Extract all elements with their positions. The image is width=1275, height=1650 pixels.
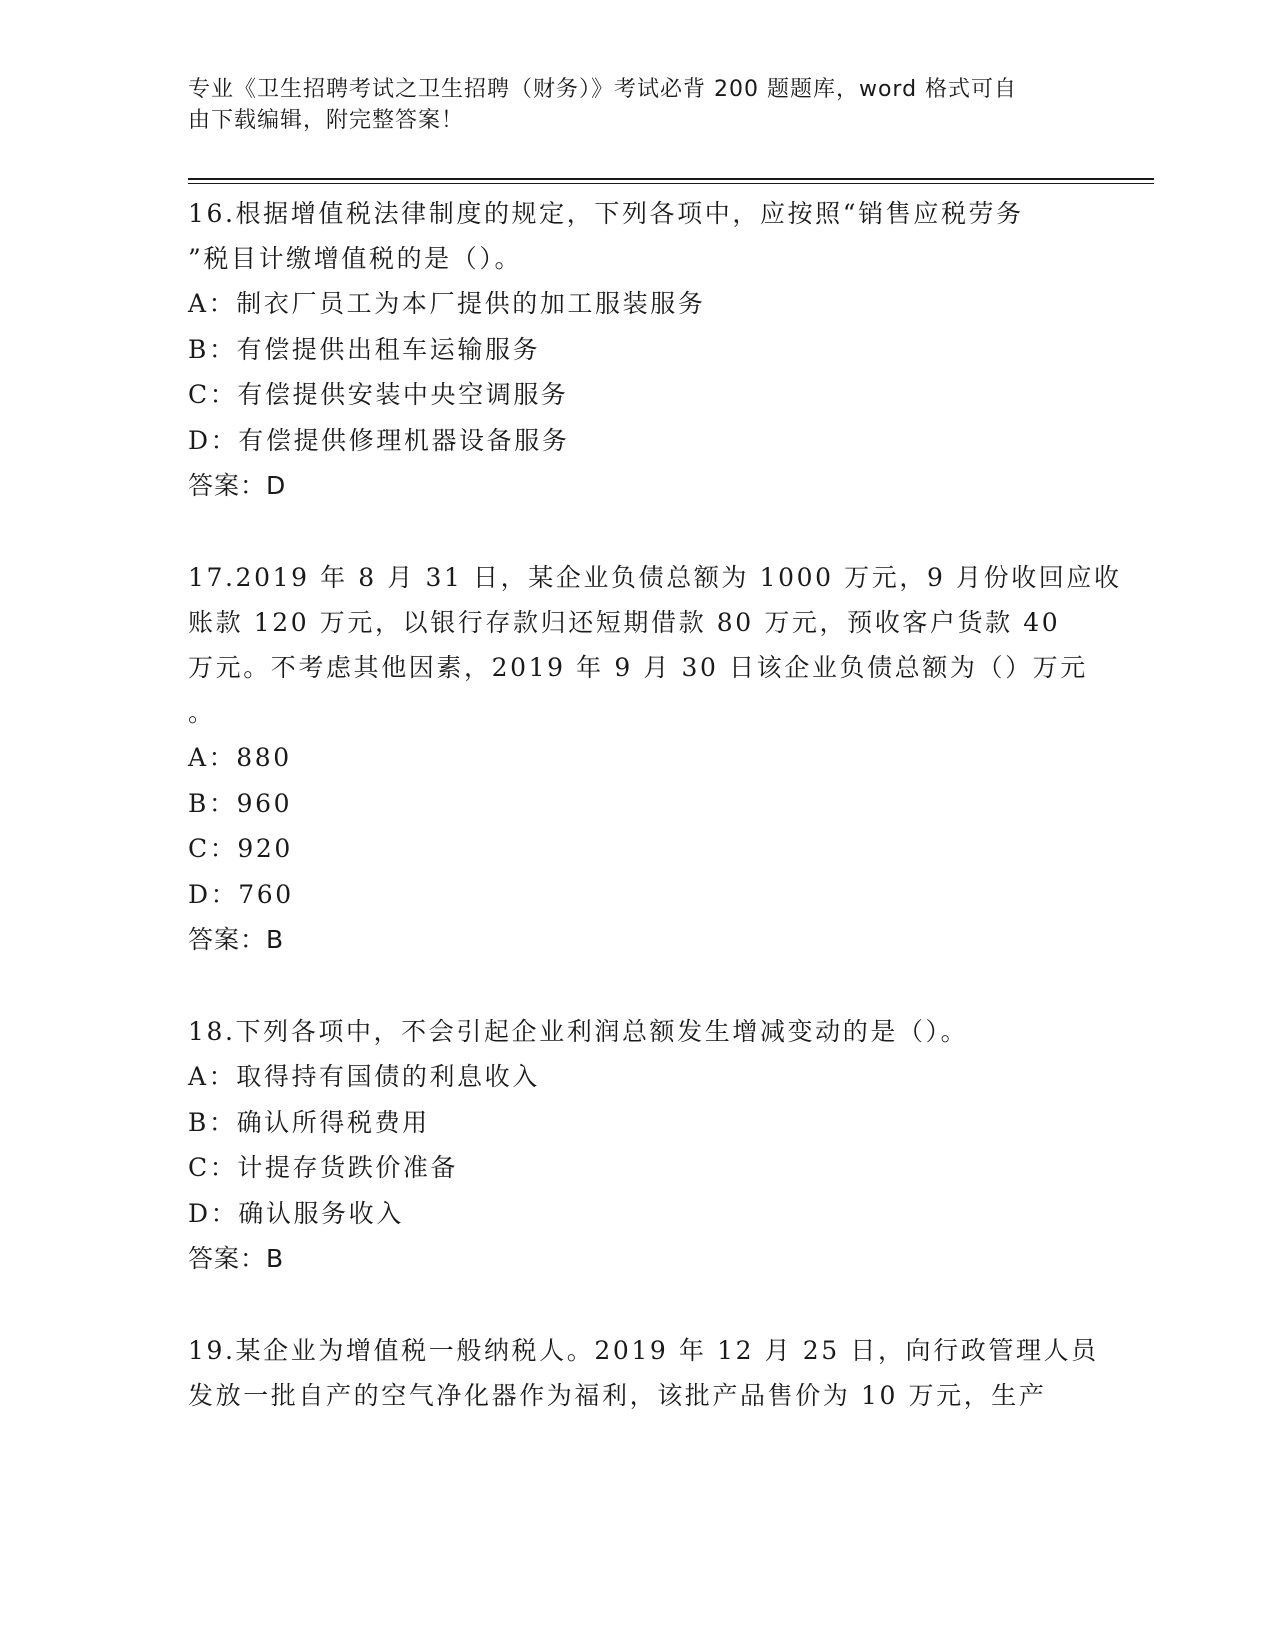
question-list [188,188,1122,1418]
stem-line: 万元。不考虑其他因素，2019 年 9 月 30 日该企业负债总额为（）万元 [188,653,1088,682]
option-d: D：确认服务收入 [188,1198,404,1228]
header-line-1: 专业《卫生招聘考试之卫生招聘（财务）》考试必背 200 题题库，word 格式可自 [188,77,1018,102]
option-b: B：960 [188,788,293,818]
answer-line: 答案：D [188,471,287,500]
answer-line: 答案：B [188,1244,285,1273]
document-header [188,74,1088,136]
stem-line: 16.根据增值税法律制度的规定，下列各项中，应按照“销售应税劳务 [188,199,1024,228]
question-16 [188,188,1088,508]
question-stem [188,188,1088,281]
header-rule-thick [188,178,1154,180]
option-c: C：920 [188,834,293,863]
question-stem [188,1325,1099,1418]
question-19 [188,1325,1099,1418]
stem-line: ”税目计缴增值税的是（）。 [188,244,523,273]
option-c: C：计提存货跌价准备 [188,1153,459,1182]
option-a: A：制衣厂员工为本厂提供的加工服装服务 [188,289,706,318]
question-stem [188,552,1122,735]
option-b: B：确认所得税费用 [188,1107,430,1137]
stem-line: 19.某企业为增值税一般纳税人。2019 年 12 月 25 日，向行政管理人员 [188,1336,1099,1365]
question-18 [188,1006,1088,1281]
option-d: D：有偿提供修理机器设备服务 [188,425,570,455]
question-stem [188,1006,1088,1054]
stem-line: 18.下列各项中，不会引起企业利润总额发生增减变动的是（）。 [188,1017,969,1046]
option-b: B：有偿提供出租车运输服务 [188,334,541,364]
option-a: A：取得持有国债的利息收入 [188,1062,540,1091]
answer-line: 答案：B [188,925,285,954]
header-rule-thin [188,183,1154,184]
stem-line: 。 [188,698,216,727]
stem-line: 发放一批自产的空气净化器作为福利，该批产品售价为 10 万元，生产 [188,1381,1047,1410]
option-d: D：760 [188,879,294,909]
option-c: C：有偿提供安装中央空调服务 [188,380,569,409]
option-a: A：880 [188,743,292,772]
stem-line: 17.2019 年 8 月 31 日，某企业负债总额为 1000 万元，9 月份收回应收 [188,563,1122,592]
stem-line: 账款 120 万元，以银行存款归还短期借款 80 万元，预收客户货款 40 [188,608,1061,637]
header-line-2: 由下载编辑，附完整答案！ [188,108,465,133]
question-17 [188,552,1122,962]
